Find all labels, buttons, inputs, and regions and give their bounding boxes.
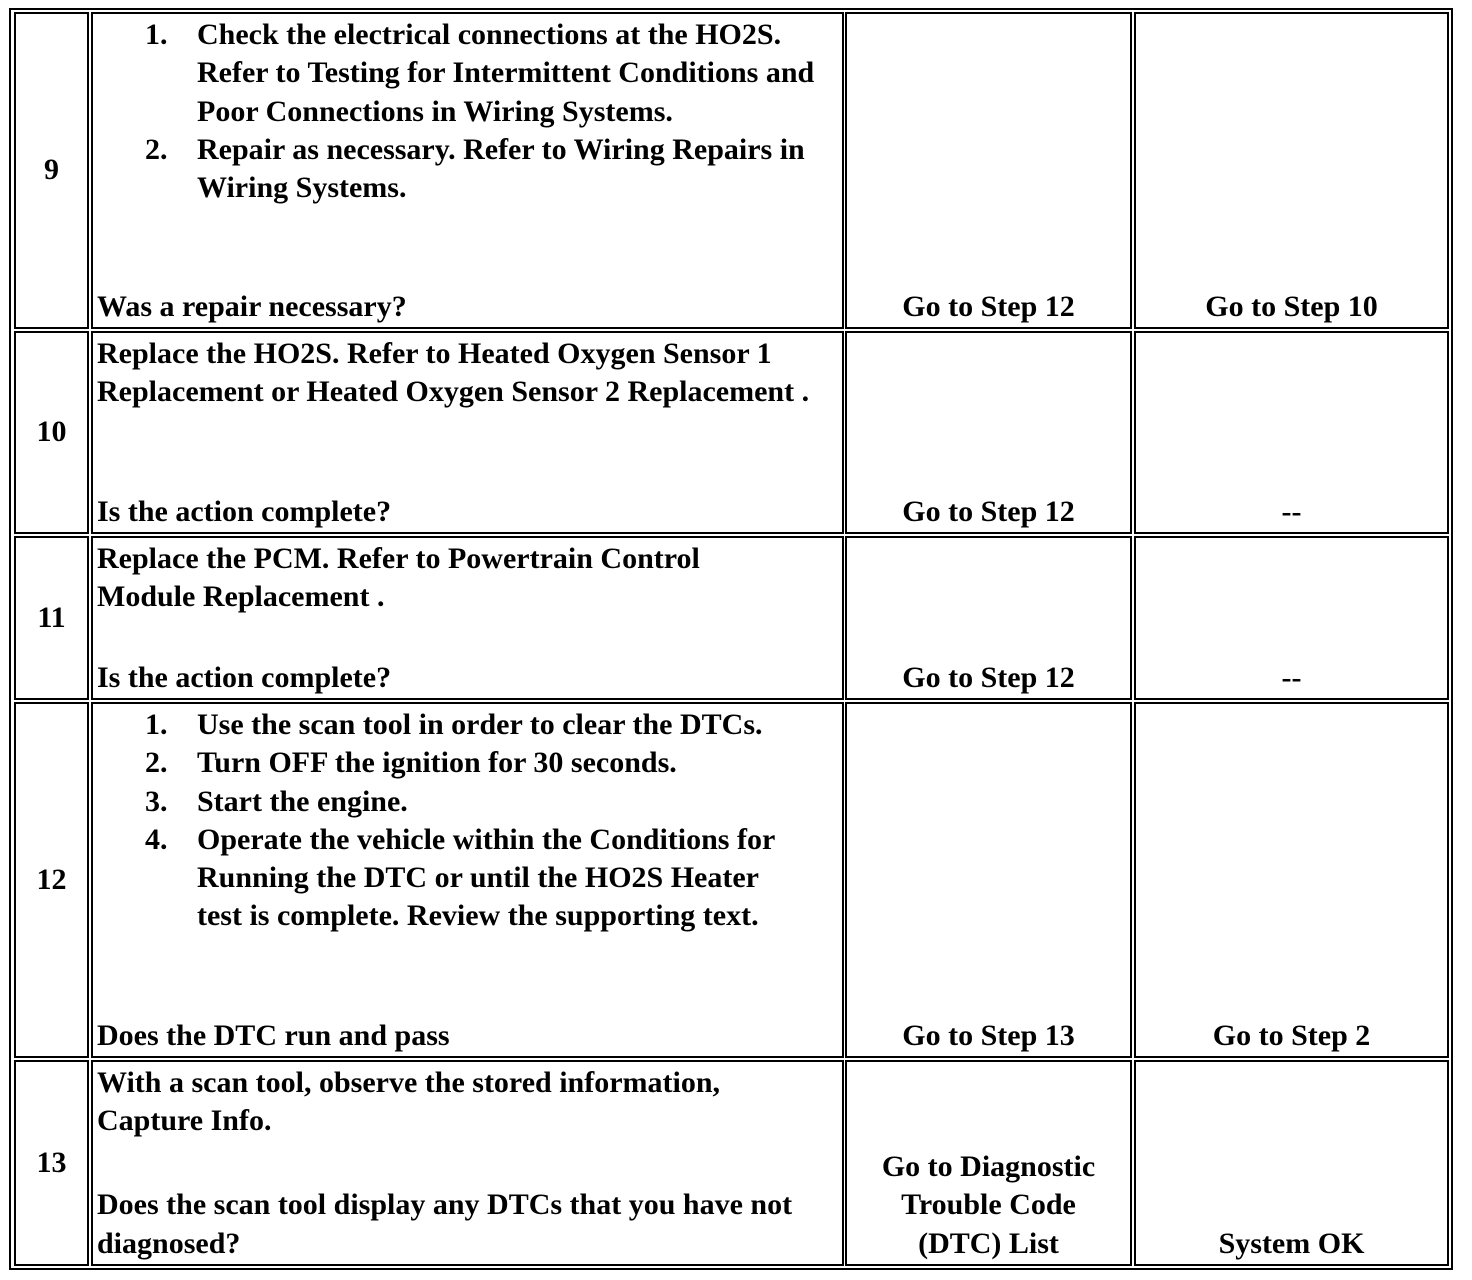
- step-number: [14, 702, 89, 1058]
- step-question: Is the action complete?: [97, 660, 392, 694]
- yes-action: [845, 12, 1132, 329]
- list-item: [97, 821, 797, 936]
- step-list: [97, 16, 842, 207]
- list-marker: 4.: [145, 822, 168, 856]
- step-number: [14, 1060, 89, 1266]
- step-text: Replace the HO2S. Refer to Heated Oxygen Sensor 1 Replacement or Heated Oxygen Sensor 2 Replacement .: [97, 337, 810, 409]
- step-question: Does the scan tool display any DTCs that you have not diagnosed?: [97, 1188, 793, 1260]
- step-text: Replace the PCM. Refer to Powertrain Control Module Replacement .: [97, 542, 700, 614]
- list-marker: 2.: [145, 132, 168, 166]
- yes-action-text: Go to Step 12: [902, 289, 1075, 323]
- yes-action-text: Go to Step 12: [902, 660, 1075, 694]
- list-item-text: Turn OFF the ignition for 30 seconds.: [197, 746, 677, 780]
- step-question: Was a repair necessary?: [97, 289, 407, 323]
- no-action-text: --: [1281, 660, 1302, 694]
- step-description: [91, 702, 844, 1058]
- step-description: [91, 536, 844, 700]
- step-number-text: 11: [37, 600, 66, 634]
- no-action-text: Go to Step 2: [1212, 1018, 1371, 1052]
- step-number-text: 13: [36, 1145, 67, 1179]
- step-list: [97, 706, 842, 936]
- yes-action: [845, 536, 1132, 700]
- list-item-text: Repair as necessary. Refer to Wiring Repairs in Wiring Systems.: [197, 132, 805, 205]
- step-text: With a scan tool, observe the stored information, Capture Info.: [97, 1066, 721, 1138]
- yes-action-text: Go to Step 12: [902, 494, 1075, 528]
- list-marker: 1.: [145, 18, 168, 51]
- step-description: [91, 1060, 844, 1266]
- step-number-text: 10: [36, 415, 67, 449]
- no-action-text: --: [1281, 494, 1302, 528]
- yes-action-text: Go to Step 13: [902, 1018, 1075, 1052]
- list-item: [97, 131, 823, 208]
- step-number: [14, 331, 89, 534]
- list-item: [97, 744, 837, 782]
- list-item: [97, 783, 837, 821]
- step-number-text: 9: [44, 153, 59, 187]
- step-question: Is the action complete?: [97, 494, 392, 528]
- no-action: [1134, 536, 1449, 700]
- yes-action: [845, 1060, 1132, 1266]
- list-item-text: Check the electrical connections at the HO2S. Refer to Testing for Intermittent Conditions and Poor Connections in Wiring Systems.: [197, 18, 815, 128]
- step-description: [91, 331, 844, 534]
- no-action-text: Go to Step 10: [1205, 289, 1378, 323]
- list-item-text: Use the scan tool in order to clear the DTCs.: [197, 708, 763, 741]
- list-marker: 1.: [145, 708, 168, 741]
- list-item: [97, 16, 823, 131]
- step-description: [91, 12, 844, 329]
- yes-action: [845, 702, 1132, 1058]
- yes-action-text: Go to Diagnostic Trouble Code (DTC) List: [881, 1150, 1096, 1260]
- list-item-text: Start the engine.: [197, 784, 408, 818]
- list-item-text: Operate the vehicle within the Conditions for Running the DTC or until the HO2S Heater test is complete. Review the supporting text.: [197, 822, 775, 933]
- no-action-text: System OK: [1218, 1226, 1365, 1260]
- no-action: [1134, 12, 1449, 329]
- no-action: [1134, 702, 1449, 1058]
- step-question: Does the DTC run and pass: [97, 1018, 450, 1052]
- step-number: [14, 12, 89, 329]
- list-marker: 3.: [145, 784, 168, 818]
- no-action: [1134, 331, 1449, 534]
- list-marker: 2.: [145, 746, 168, 780]
- no-action: [1134, 1060, 1449, 1266]
- step-number-text: 12: [36, 862, 67, 896]
- step-number: [14, 536, 89, 700]
- yes-action: [845, 331, 1132, 534]
- list-item: [97, 706, 837, 744]
